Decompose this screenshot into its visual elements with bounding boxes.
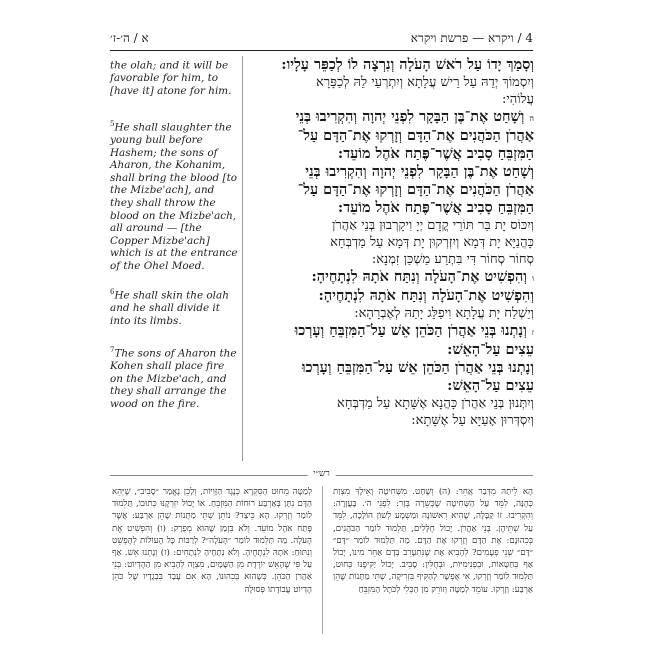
chapter-ref: א / ה׳-ז׳ xyxy=(110,31,149,45)
hebrew-verse-line xyxy=(248,56,534,74)
rashi-column-divider xyxy=(322,486,323,634)
hebrew-verse-line xyxy=(248,145,534,163)
verse-number: 6 xyxy=(110,288,115,296)
hebrew-line-text: וְנָתְנוּ בְּנֵי אַהֲרֹן הַכֹּהֵן אֵשׁ עַל־הַמִּזְבֵּחַ וְעָרְכוּ xyxy=(294,322,527,339)
hebrew-line-text: וְסָמַךְ יָדוֹ עַל רֹאשׁ הָעֹלָה וְנִרְצָה לוֹ לְכַפֵּר עָלָיו: xyxy=(281,56,534,73)
targum-line xyxy=(248,74,534,91)
hebrew-line-text: אַהֲרֹן הַכֹּהֲנִים אֶת־הַדָּם וְזָרְקוּ אֶת־הַדָּם עַל־ xyxy=(297,127,534,144)
hebrew-line-text: אַהֲרֹן הַכֹּהֲנִים אֶת־הַדָּם וְזָרְקוּ אֶת־הַדָּם עַל־ xyxy=(297,181,534,198)
english-verse-7 xyxy=(110,344,238,410)
rashi-commentary-right xyxy=(333,486,533,596)
hebrew-line-text: וְיַשְׁלַח יָת עֲלָתָא וִיפַלֵּג יָתַהּ לְאֶבְרָהָא: xyxy=(354,306,534,321)
hebrew-line-text: כָּהֲנַיָּא יָת דְּמָא וְיִזְרְקוּן יָת דְּמָא עַל מַדְבְּחָא xyxy=(330,235,534,250)
hebrew-verse-line xyxy=(248,199,534,217)
hebrew-line-text: וְשָׁחַט אֶת־בֶּן הַבָּקָר לִפְנֵי יְהוָה וְהִקְרִיבוּ בְּנֵי xyxy=(305,163,534,180)
hebrew-line-text: וְיִתְּנוּן בְּנֵי אַהֲרֹן כָּהֲנָא אֶשָּׁתָא עַל מַדְבְּחָא xyxy=(337,396,534,411)
hebrew-line-text: הַמִּזְבֵּחַ סָבִיב אֲשֶׁר־פֶּתַח אֹהֶל מוֹעֵד: xyxy=(337,145,534,162)
hebrew-line-text: וְשָׁחַט אֶת־בֶּן הַבָּקָר לִפְנֵי יְהוָה וְהִקְרִיבוּ בְּנֵי xyxy=(295,108,525,125)
hebrew-verse-line xyxy=(248,359,534,377)
english-verse-text: the olah; and it will be favorable for him, to [have it] atone for him. xyxy=(110,59,232,97)
rashi-text: הָא לֵיתַהּ מִדְּבַר אֲחֵר: (ה) וְשָׁחַט. מִשְּׁחִיטָה וָאֵילָךְ מִצְוַת כְּהֻנָּה, לִמֵּד עַל הַשְּׁחִיטָה שֶׁכְּשֵׁרָה בְּזָר: לִפְנֵי ה׳. בָּעֲזָרָה: וְהִקְרִיבוּ. זוֹ קַבָּלָה, שֶׁהִיא רִאשׁוֹנָה וּמַשְׁמָע לְשׁוֹן הוֹלָכָה, לִמֵּד עַל שְׁתֵּיהֶן. בְּנֵי אַהֲרֹן. יָכוֹל חֻלָּלִים, תַּלְמוּד לוֹמַר הַכֹּהֲנִים, בְּכִהוּנָם: אֶת הַדָּם וְזָרְקוּ אֶת הַדָּם. מַה תַּלְמוּד לוֹמַר ״דָּם״ ״דָּם״ שְׁנֵי פְעָמִים? לְהָבִיא אֶת שֶׁנִּתְעָרֵב בְּדָם אַחֵר מִינוֹ, יָכוֹל אַף בְּחַטָּאוֹת, וּבְפְנִימִיּוֹת, וּבְחֻלִּין: סָבִיב. יָכוֹל יַקִּיפֶנּוּ כְּחוּט, תַּלְמוּד לוֹמַר וְזָרְקוּ, אִי אֶפְשָׁר לְהַקִּיף בִּזְרִיקָה, שְׁתֵּי מַתָּנוֹת שֶׁהֵן אַרְבַּע: וְזָרְקוּ. עוֹמֵד לְמַטָּה וְזוֹרֵק מִן הַכְּלִי לְכֹתֶל הַמִּזְבֵּחַ xyxy=(333,487,533,595)
page-header xyxy=(110,28,533,51)
hebrew-line-text: הַמִּזְבֵּחַ סָבִיב אֲשֶׁר־פֶּתַח אֹהֶל מוֹעֵד: xyxy=(337,199,534,216)
page-ref: 4 / ויקרא — פרשת ויקרא xyxy=(410,31,533,45)
targum-line xyxy=(248,305,534,322)
hebrew-line-text: עֵצִים עַל־הָאֵשׁ: xyxy=(447,377,534,394)
english-verse-text: He shall skin the olah and he shall divide it into its limbs. xyxy=(110,289,229,327)
targum-line xyxy=(248,234,534,251)
hebrew-verse-line xyxy=(248,127,534,145)
rashi-commentary-left xyxy=(112,486,312,596)
hebrew-line-text: וְהִפְשִׁיט אֶת־הָעֹלָה וְנִתַּח אֹתָהּ לִנְתָחֶיהָ: xyxy=(318,287,534,304)
hebrew-line-text: עֵצִים עַל־הָאֵשׁ: xyxy=(447,341,534,358)
english-verse-4 xyxy=(110,56,238,97)
verse-marker: ו xyxy=(531,273,534,283)
hebrew-line-text: וְיִסְמוֹךְ יְדֵהּ עַל רֵישׁ עֲלָתָא וְיִתְרְעֵי לֵהּ לְכַפָּרָא xyxy=(315,75,534,90)
targum-line xyxy=(248,395,534,412)
rashi-text: לְמַטָּה מֵחוּט הַסִּקְרָא כְּנֶגֶד הַזָּוִיּוֹת, וְלָכֵן נֶאֱמַר ״סָבִיב״, שֶׁיְּהֵא הַדָּם נִתָּן בְּאַרְבַּע רוּחוֹת הַמִּזְבֵּחַ. אוֹ יָכוֹל יִזְרְקֶנּוּ כְּתוּבוֹ, תַּלְמוּד לוֹמַר וְזָרְקוּ. הָא כֵּיצַד? נוֹתֵן שְׁתֵּי מַתָּנוֹת שֶׁהֵן אַרְבַּע: אֲשֶׁר פֶּתַח אֹהֶל מוֹעֵד. וְלֹא בִּזְמַן שֶׁהוּא מְפֻרָק: (ו) וְהִפְשִׁיט אֶת הָעֹלָה. מַה תַּלְמוּד לוֹמַר ״הָעֹלָה״? לְרַבּוֹת כָּל הָעוֹלוֹת לְהֶפְשֵׁט וְנִתּוּחַ: אֹתָהּ לִנְתָחֶיהָ. וְלֹא נְתָחֶיהָ לִנְתָחִים: (ז) וְנָתְנוּ אֵשׁ. אַף עַל פִּי שֶׁהָאֵשׁ יוֹרֶדֶת מִן הַשָּׁמַיִם, מִצְוָה לְהָבִיא מִן הַהֶדְיוֹט: בְּנֵי אַהֲרֹן הַכֹּהֵן. כְּשֶׁהוּא בְּכִהוּנוֹ, הָא אִם עָבַד בִּבְגָדָיו שֶׁל כֹּהֵן הֶדְיוֹט עֲבוֹדָתוֹ פְּסוּלָה xyxy=(112,487,312,595)
hebrew-line-text: וְהִפְשִׁיט אֶת־הָעֹלָה וְנִתַּח אֹתָהּ לִנְתָחֶיהָ: xyxy=(311,268,527,285)
hebrew-verse-line xyxy=(248,163,534,181)
targum-line xyxy=(248,251,534,268)
hebrew-verse-line xyxy=(248,268,534,287)
hebrew-line-text: סְחוֹר סְחוֹר דִּי בִּתְרַע מַשְׁכַּן זִמְנָא: xyxy=(371,252,534,267)
hebrew-verse-line xyxy=(248,181,534,199)
rashi-label: רש״י xyxy=(307,468,336,479)
rashi-separator xyxy=(110,470,533,480)
hebrew-verse-line xyxy=(248,341,534,359)
verse-number: 7 xyxy=(110,346,115,354)
targum-line xyxy=(248,217,534,234)
english-verse-5 xyxy=(110,118,238,273)
hebrew-verse-line xyxy=(248,287,534,305)
verse-marker: ז xyxy=(531,327,534,337)
hebrew-line-text: עֲלוֹהִי: xyxy=(501,92,534,107)
verse-marker: ה xyxy=(529,113,534,123)
hebrew-verse-line xyxy=(248,322,534,341)
hebrew-line-text: וְיִסְדְּרוּן אָעַיָּא עַל אֶשָּׁתָא: xyxy=(411,413,534,428)
english-verse-6 xyxy=(110,286,238,327)
hebrew-line-text: וְיִכּוֹס יָת בַּר תּוֹרֵי קֳדָם יְיָ וִיקָרְבוּן בְּנֵי אַהֲרֹן xyxy=(332,218,534,233)
targum-line xyxy=(248,412,534,429)
hebrew-verse-line xyxy=(248,108,534,127)
hebrew-text-column xyxy=(248,56,534,429)
hebrew-verse-line xyxy=(248,377,534,395)
column-divider xyxy=(242,56,243,461)
targum-line xyxy=(248,91,534,108)
hebrew-line-text: וְנָתְנוּ בְּנֵי אַהֲרֹן הַכֹּהֵן אֵשׁ עַל־הַמִּזְבֵּחַ וְעָרְכוּ xyxy=(301,359,534,376)
verse-number: 5 xyxy=(110,120,115,128)
english-verse-text: The sons of Aharon the Kohen shall place fire on the Mizbe'ach, and they shall arrange the wood on the fire. xyxy=(110,347,237,410)
english-verse-text: He shall slaughter the young bull before Hashem; the sons of Aharon, the Kohanim, shall bring the blood [to the Mizbe'ach], and they shall throw the blood on the Mizbe'ach, all around — [the Copper Mizbe'ach] which is at the entrance of the Ohel Moed. xyxy=(110,121,238,272)
